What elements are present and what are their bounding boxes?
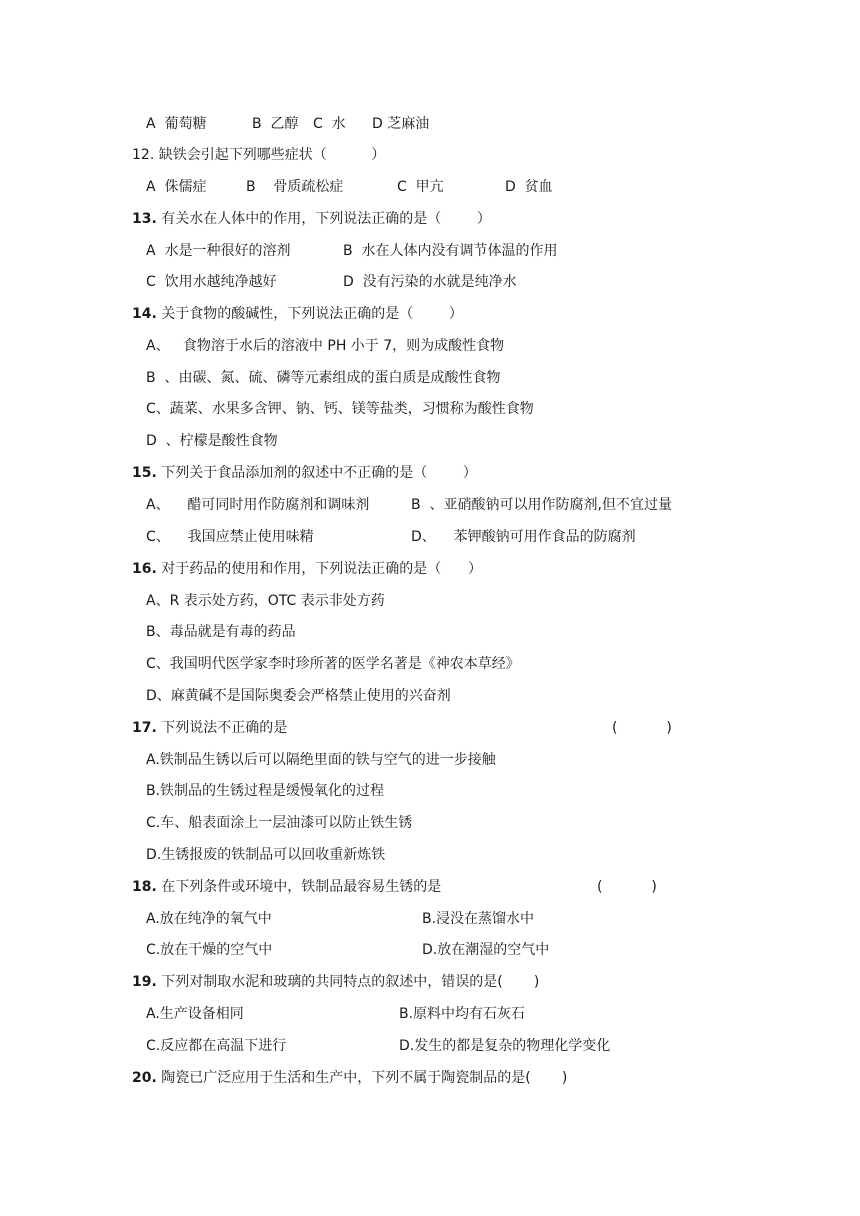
q14-text: 关于食物的酸碱性，下列说法正确的是（ ） (156, 306, 463, 322)
q20-number: 20. (132, 1070, 157, 1086)
q11-option-b: B 乙醇 (252, 116, 299, 132)
q13-option-a: A 水是一种很好的溶剂 (146, 243, 291, 259)
q12-option-c: C 甲亢 (397, 179, 444, 195)
q16-option-c: C、我国明代医学家李时珍所著的医学名著是《神农本草经》 (146, 656, 520, 672)
q17-stem (132, 718, 287, 738)
q12-number: 12. (132, 147, 155, 163)
q18-number: 18. (132, 879, 157, 895)
q15-stem (132, 463, 477, 483)
q18-option-c: C.放在干燥的空气中 (146, 942, 273, 958)
q19-option-c: C.反应都在高温下进行 (146, 1038, 287, 1054)
q17-option-d: D.生锈报废的铁制品可以回收重新炼铁 (146, 847, 386, 863)
q15-text: 下列关于食品添加剂的叙述中不正确的是（ ） (156, 465, 477, 481)
q14-option-c: C、蔬菜、水果多含钾、钠、钙、镁等盐类，习惯称为酸性食物 (146, 401, 534, 417)
q19-number: 19. (132, 974, 157, 990)
q13-text: 有关水在人体中的作用，下列说法正确的是（ ） (156, 211, 491, 227)
q16-option-b: B、毒品就是有毒的药品 (146, 624, 296, 640)
q11-option-c: C 水 (313, 116, 346, 132)
q12-text: 缺铁会引起下列哪些症状（ ） (154, 147, 386, 163)
q18-text: 在下列条件或环境中，铁制品最容易生锈的是 (156, 879, 442, 895)
q17-text: 下列说法不正确的是 (156, 720, 288, 736)
q15-option-c: C、 我国应禁止使用味精 (146, 529, 314, 545)
q12-option-d: D 贫血 (505, 179, 553, 195)
q18-stem (132, 877, 441, 897)
q20-stem (132, 1068, 567, 1088)
q14-number: 14. (132, 306, 157, 322)
q15-option-b: B 、亚硝酸钠可以用作防腐剂,但不宜过量 (411, 497, 672, 513)
q18-option-d: D.放在潮湿的空气中 (422, 942, 550, 958)
q18-option-b: B.浸没在蒸馏水中 (422, 911, 535, 927)
q14-option-d: D 、柠檬是酸性食物 (146, 433, 278, 449)
q17-option-a: A.铁制品生锈以后可以隔绝里面的铁与空气的进一步接触 (146, 752, 496, 768)
q18-answer-paren: ( ) (597, 879, 657, 895)
q19-option-d: D.发生的都是复杂的物理化学变化 (399, 1038, 611, 1054)
q12-option-b: B 骨质疏松症 (246, 179, 344, 195)
q19-stem (132, 972, 539, 992)
q13-option-b: B 水在人体内没有调节体温的作用 (343, 243, 558, 259)
q16-number: 16. (132, 561, 157, 577)
q13-stem (132, 209, 491, 229)
q13-option-c: C 饮用水越纯净越好 (146, 274, 277, 290)
q12-option-a: A 侏儒症 (146, 179, 207, 195)
q14-option-b: B 、由碳、氮、硫、磷等元素组成的蛋白质是成酸性食物 (146, 370, 501, 386)
q14-stem (132, 304, 463, 324)
q16-option-a: A、R 表示处方药，OTC 表示非处方药 (146, 593, 385, 609)
q17-number: 17. (132, 720, 157, 736)
q20-text: 陶瓷已广泛应用于生活和生产中，下列不属于陶瓷制品的是( ) (156, 1070, 568, 1086)
q11-option-d: D 芝麻油 (372, 116, 430, 132)
q17-option-c: C.车、船表面涂上一层油漆可以防止铁生锈 (146, 815, 413, 831)
q17-answer-paren: ( ) (612, 720, 672, 736)
q19-text: 下列对制取水泥和玻璃的共同特点的叙述中，错误的是( ) (156, 974, 540, 990)
q15-option-d: D、 苯钾酸钠可用作食品的防腐剂 (411, 529, 636, 545)
q19-option-b: B.原料中均有石灰石 (399, 1006, 526, 1022)
q16-text: 对于药品的使用和作用，下列说法正确的是（ ） (156, 561, 482, 577)
q16-stem (132, 559, 482, 579)
q13-number: 13. (132, 211, 157, 227)
q14-option-a: A、 食物溶于水后的溶液中 PH 小于 7，则为成酸性食物 (146, 338, 505, 354)
q15-number: 15. (132, 465, 157, 481)
q12-stem (132, 145, 385, 165)
q16-option-d: D、麻黄碱不是国际奥委会严格禁止使用的兴奋剂 (146, 688, 451, 704)
q13-option-d: D 没有污染的水就是纯净水 (343, 274, 517, 290)
q11-option-a: A 葡萄糖 (146, 116, 207, 132)
q17-option-b: B.铁制品的生锈过程是缓慢氧化的过程 (146, 783, 385, 799)
q19-option-a: A.生产设备相同 (146, 1006, 244, 1022)
q18-option-a: A.放在纯净的氧气中 (146, 911, 272, 927)
q15-option-a: A、 醋可同时用作防腐剂和调味剂 (146, 497, 370, 513)
